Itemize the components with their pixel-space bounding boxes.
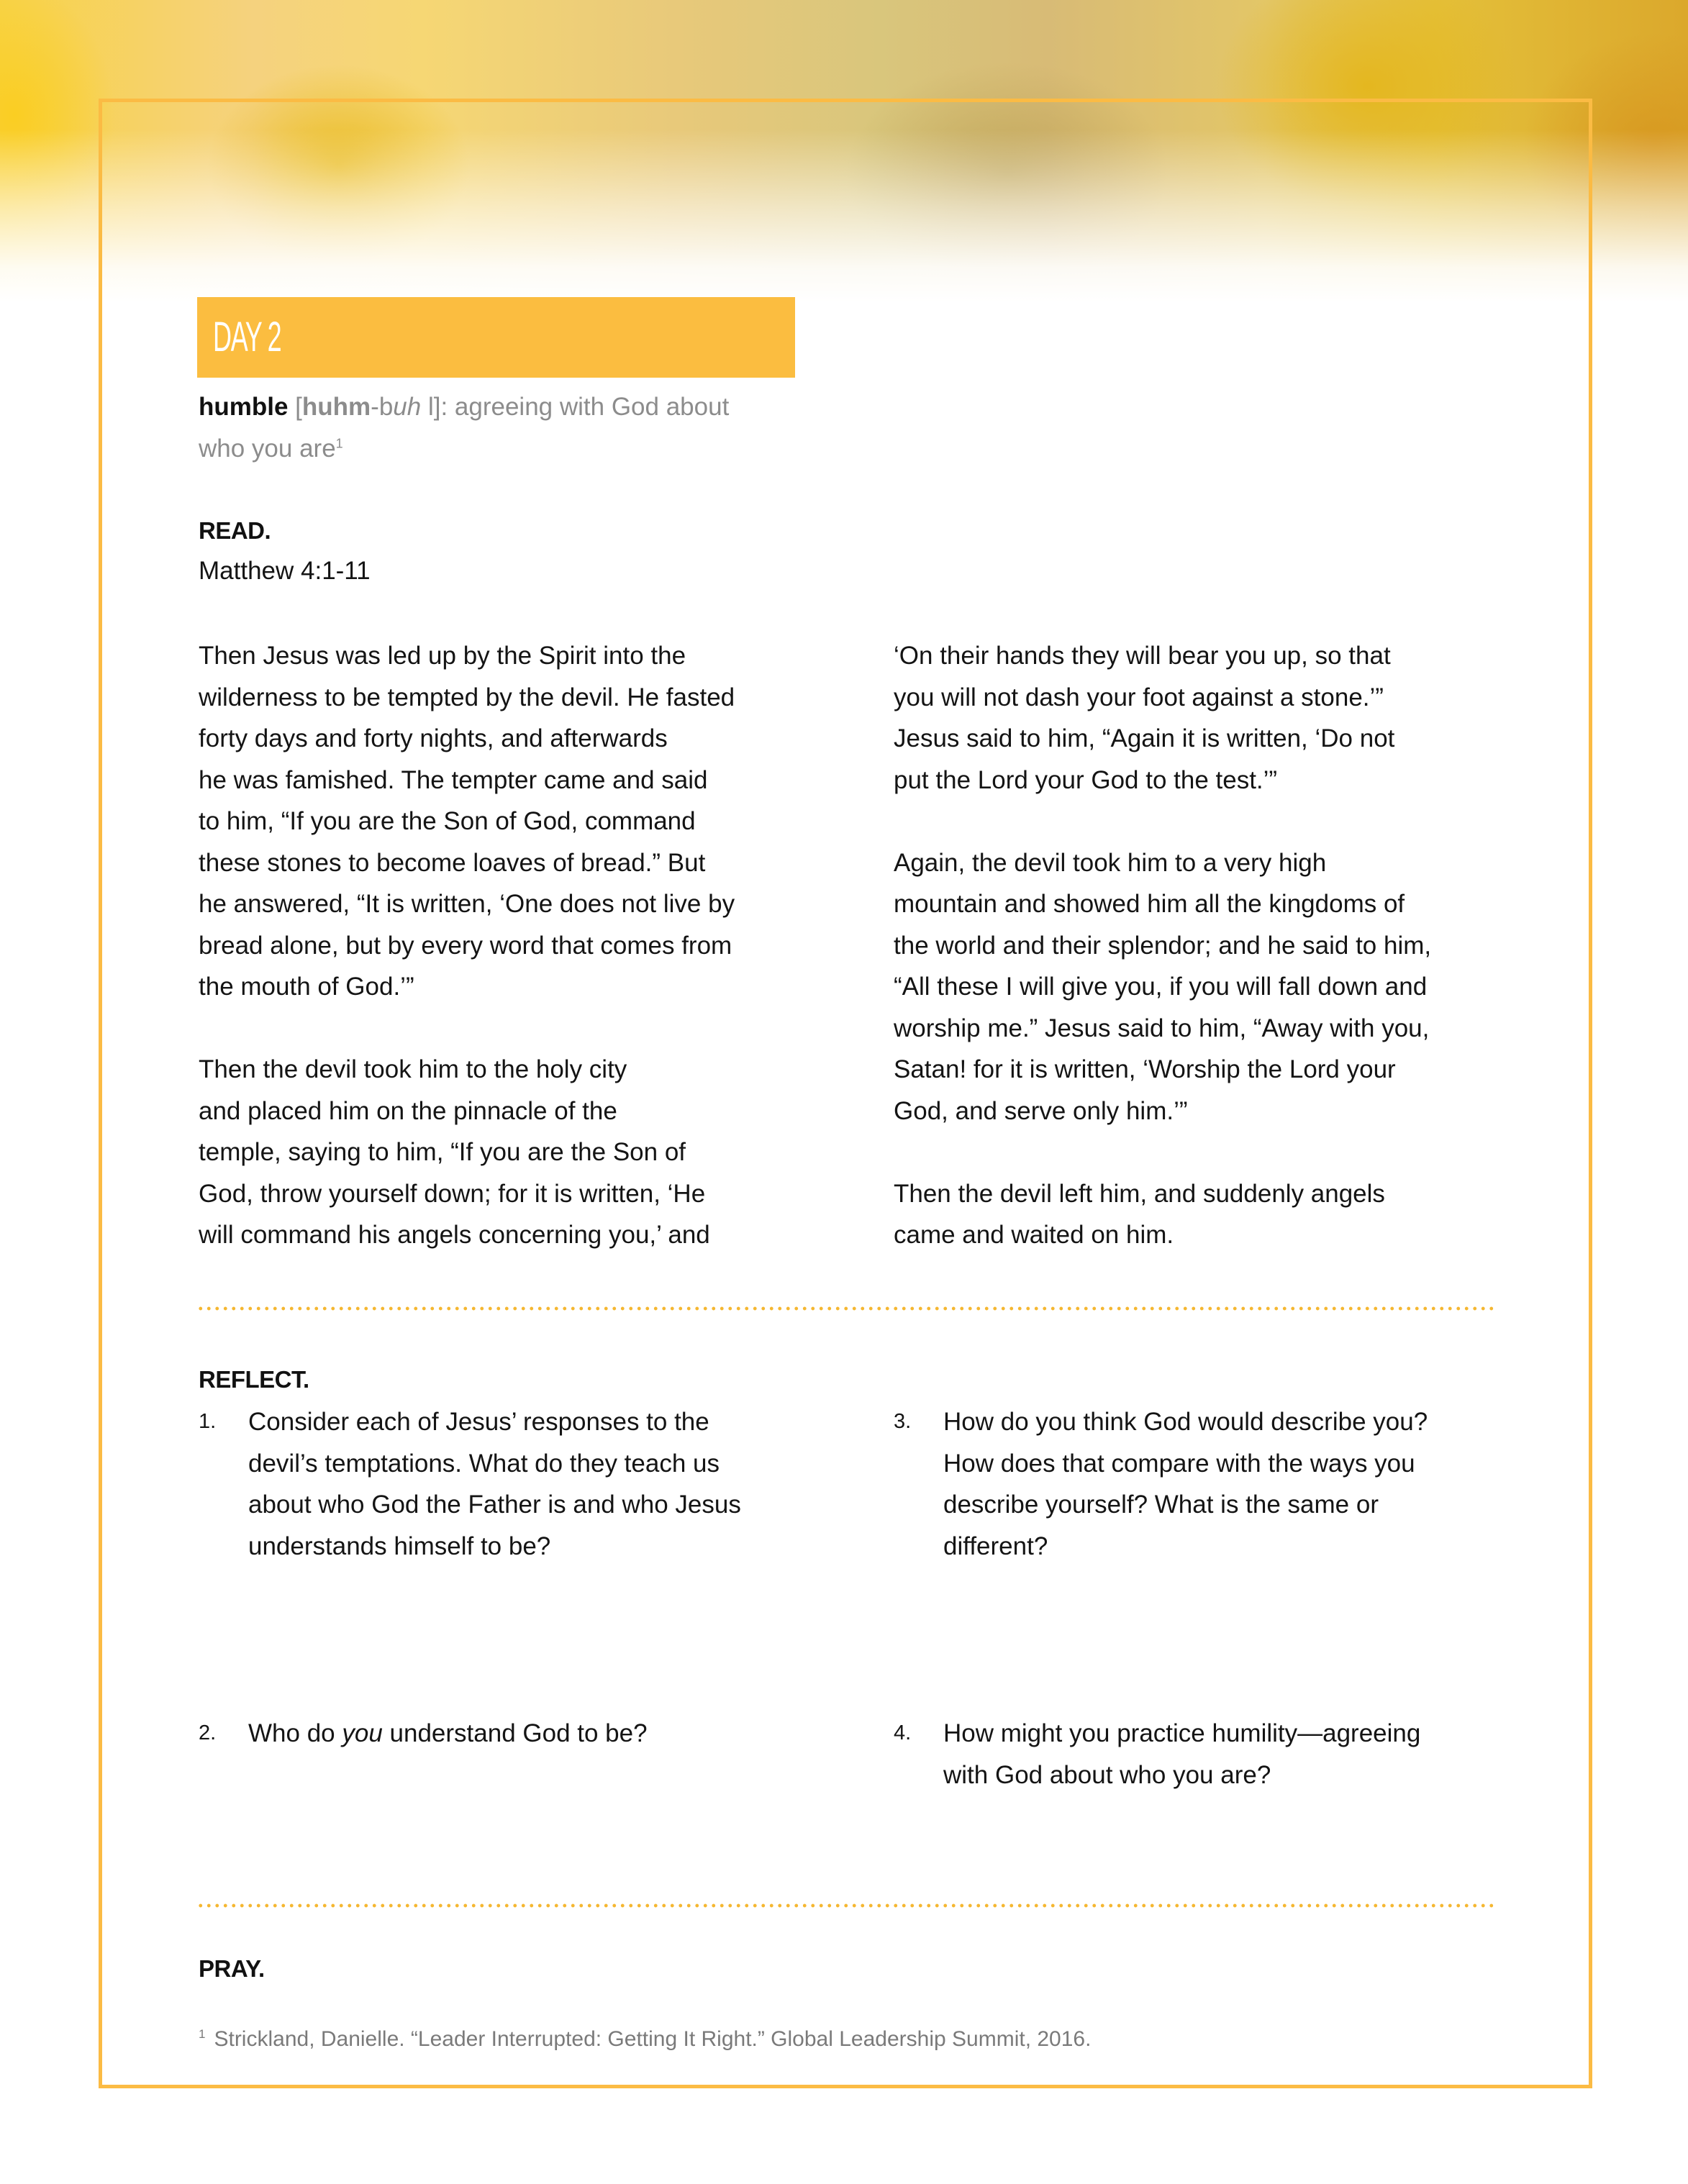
footnote-marker: 1 (199, 2027, 206, 2041)
passage-line: put the Lord your God to the test.’” (894, 765, 1278, 794)
passage-line: worship me.” Jesus said to him, “Away with you, (894, 1014, 1430, 1042)
passage-line: Then the devil left him, and suddenly angels (894, 1179, 1385, 1208)
question-line: with God about who you are? (943, 1760, 1271, 1789)
passage-line: will command his angels concerning you,’ and (199, 1221, 710, 1249)
definition-line-1 (199, 386, 817, 428)
footnote-citation: Strickland, Danielle. “Leader Interrupted: Getting It Right.” Global Leadership Summit, 2016. (214, 2027, 1092, 2051)
definition-meaning-part2: who you are (199, 434, 336, 463)
paragraph-gap (199, 1008, 846, 1050)
definition-meaning-part1: : agreeing with God about (440, 393, 730, 421)
pray-heading: PRAY. (199, 1955, 265, 1982)
scripture-reference: Matthew 4:1-11 (199, 557, 371, 585)
read-heading: READ. (199, 517, 271, 544)
passage-line: “All these I will give you, if you will fall down and (894, 973, 1428, 1001)
question-text (248, 1401, 845, 1567)
paragraph-gap (894, 1132, 1541, 1173)
question-line: about who God the Father is and who Jesus (248, 1491, 741, 1519)
passage-line: he answered, “It is written, ‘One does not live by (199, 890, 735, 918)
question-line: different? (943, 1532, 1048, 1560)
passage-line: these stones to become loaves of bread.” But (199, 848, 706, 877)
pronunciation-italic: uh (393, 393, 422, 421)
reflect-question-3 (894, 1401, 1541, 1574)
passage-right-column (894, 635, 1541, 1256)
reflect-heading: REFLECT. (199, 1366, 309, 1393)
question-text (248, 1713, 845, 1755)
dotted-divider-read-reflect (196, 1306, 1494, 1311)
day-title: DAY 2 (213, 314, 281, 360)
passage-line: mountain and showed him all the kingdoms of (894, 890, 1405, 918)
passage-line: he was famished. The tempter came and said (199, 765, 708, 794)
reflect-question-2 (199, 1713, 846, 1756)
question-text-part: Who do (248, 1719, 342, 1747)
pronunciation-bracket-open: [ (288, 393, 302, 421)
reflect-question-1 (199, 1401, 846, 1574)
passage-line: temple, saying to him, “If you are the Son of (199, 1138, 686, 1166)
footnote-reference[interactable]: 1 (335, 436, 343, 451)
question-text (943, 1713, 1540, 1796)
question-number: 2. (199, 1721, 217, 1744)
definition-word: humble (199, 393, 289, 421)
question-line (248, 1713, 845, 1755)
passage-line: the mouth of God.’” (199, 973, 414, 1001)
footnote (199, 2027, 1091, 2052)
question-number: 4. (894, 1721, 912, 1744)
question-line: How does that compare with the ways you (943, 1449, 1415, 1478)
passage-line: came and waited on him. (894, 1221, 1174, 1249)
passage-line: the world and their splendor; and he said to him, (894, 931, 1432, 960)
question-number: 3. (894, 1410, 912, 1433)
question-line: How might you practice humility—agreeing (943, 1719, 1421, 1747)
passage-line: forty days and forty nights, and afterwards (199, 724, 668, 752)
question-number: 1. (199, 1410, 217, 1433)
day-title-bar (197, 297, 795, 378)
passage-line: God, and serve only him.’” (894, 1096, 1188, 1125)
question-line: How do you think God would describe you? (943, 1408, 1428, 1436)
passage-line: ‘On their hands they will bear you up, so that (894, 642, 1391, 670)
definition-line-2 (199, 428, 817, 470)
dotted-divider-reflect-pray (196, 1903, 1494, 1908)
question-line: understands himself to be? (248, 1532, 551, 1560)
passage-line: Satan! for it is written, ‘Worship the Lord your (894, 1055, 1396, 1083)
question-line: Consider each of Jesus’ responses to the (248, 1408, 709, 1436)
word-definition (199, 386, 817, 470)
pronunciation-stressed: huhm (301, 393, 371, 421)
passage-left-column (199, 635, 846, 1256)
passage-line: God, throw yourself down; for it is written, ‘He (199, 1179, 706, 1208)
reflect-question-4 (894, 1713, 1541, 1799)
passage-line: you will not dash your foot against a stone.’” (894, 683, 1384, 711)
question-text (943, 1401, 1540, 1567)
passage-line: Then the devil took him to the holy city (199, 1055, 627, 1083)
passage-line: and placed him on the pinnacle of the (199, 1096, 617, 1125)
question-line: describe yourself? What is the same or (943, 1491, 1379, 1519)
passage-line: to him, “If you are the Son of God, command (199, 807, 696, 835)
passage-line: Jesus said to him, “Again it is written, ‘Do not (894, 724, 1395, 752)
pronunciation-regular: -b (371, 393, 394, 421)
question-line: devil’s temptations. What do they teach us (248, 1449, 720, 1478)
passage-line: bread alone, but by every word that comes from (199, 931, 732, 960)
passage-line: Again, the devil took him to a very high (894, 848, 1327, 877)
paragraph-gap (894, 801, 1541, 842)
question-text-part: understand God to be? (382, 1719, 648, 1747)
passage-line: wilderness to be tempted by the devil. He fasted (199, 683, 735, 711)
pronunciation-end: l] (421, 393, 441, 421)
passage-line: Then Jesus was led up by the Spirit into the (199, 642, 686, 670)
question-emphasis: you (342, 1719, 383, 1747)
